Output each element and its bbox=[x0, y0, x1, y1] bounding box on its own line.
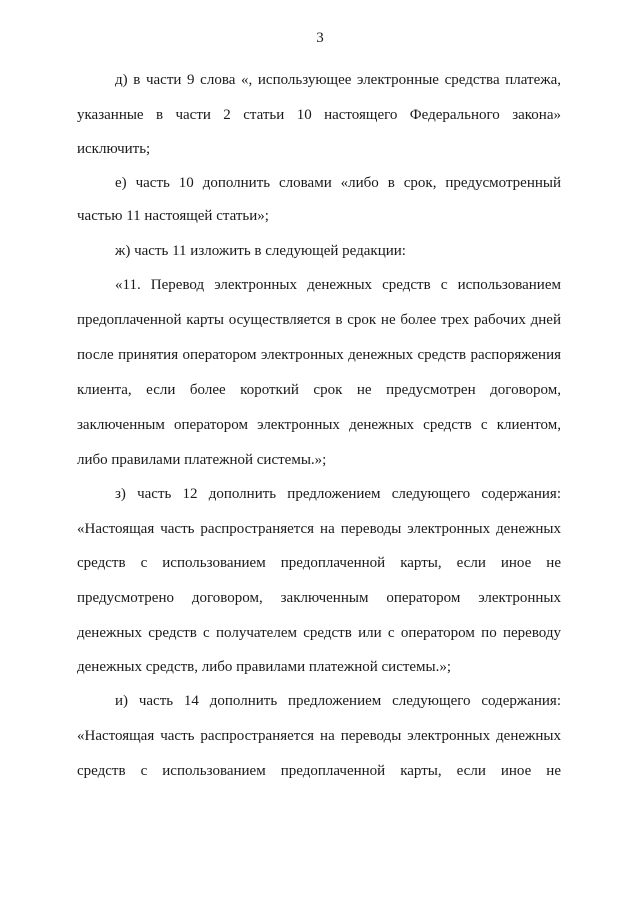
text-line: денежных средств с получателем средств или с оператором по переводу bbox=[77, 625, 561, 641]
text-line: указанные в части 2 статьи 10 настоящего Федерального закона» bbox=[77, 107, 561, 123]
text-line: клиента, если более короткий срок не предусмотрен договором, bbox=[77, 382, 561, 398]
text-line: «Настоящая часть распространяется на переводы электронных денежных bbox=[77, 521, 561, 537]
text-line: после принятия оператором электронных денежных средств распоряжения bbox=[77, 347, 561, 363]
text-line: заключенным оператором электронных денежных средств с клиентом, bbox=[77, 417, 561, 433]
text-line: «Настоящая часть распространяется на переводы электронных денежных bbox=[77, 728, 561, 744]
text-line: ж) часть 11 изложить в следующей редакции: bbox=[115, 243, 406, 259]
text-line: и) часть 14 дополнить предложением следующего содержания: bbox=[115, 693, 561, 709]
text-line: д) в части 9 слова «, использующее электронные средства платежа, bbox=[115, 72, 561, 88]
text-line: средств с использованием предоплаченной карты, если иное не bbox=[77, 555, 561, 571]
text-line: либо правилами платежной системы.»; bbox=[77, 452, 327, 468]
text-line: исключить; bbox=[77, 141, 151, 157]
text-line: е) часть 10 дополнить словами «либо в срок, предусмотренный bbox=[115, 175, 561, 191]
text-line: предусмотрено договором, заключенным оператором электронных bbox=[77, 590, 561, 606]
page-number: 3 bbox=[316, 30, 324, 46]
text-line: предоплаченной карты осуществляется в срок не более трех рабочих дней bbox=[77, 312, 561, 328]
text-line: частью 11 настоящей статьи»; bbox=[77, 208, 269, 224]
text-line: з) часть 12 дополнить предложением следующего содержания: bbox=[115, 486, 561, 502]
text-line: денежных средств, либо правилами платежной системы.»; bbox=[77, 659, 452, 675]
text-line: средств с использованием предоплаченной карты, если иное не bbox=[77, 763, 561, 779]
text-line: «11. Перевод электронных денежных средств с использованием bbox=[115, 277, 561, 293]
